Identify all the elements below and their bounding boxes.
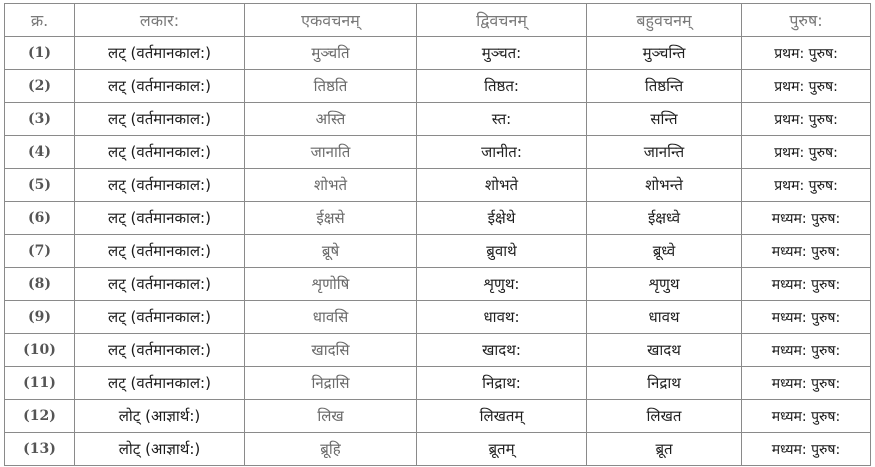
cell-singular: मुञ्चति bbox=[245, 37, 417, 70]
table-row bbox=[5, 169, 871, 202]
cell-plural: शोभन्ते bbox=[587, 169, 742, 202]
cell-singular: खादसि bbox=[245, 334, 417, 367]
cell-serial: (1) bbox=[5, 37, 75, 70]
table-row bbox=[5, 235, 871, 268]
cell-singular: शृणोषि bbox=[245, 268, 417, 301]
header-dual: द्विवचनम् bbox=[417, 4, 587, 37]
cell-dual: तिष्ठत: bbox=[417, 70, 587, 103]
cell-serial: (13) bbox=[5, 433, 75, 466]
cell-singular: धावसि bbox=[245, 301, 417, 334]
table-row bbox=[5, 433, 871, 466]
cell-serial: (4) bbox=[5, 136, 75, 169]
verb-conjugation-table bbox=[4, 3, 871, 466]
cell-singular: लिख bbox=[245, 400, 417, 433]
cell-serial: (8) bbox=[5, 268, 75, 301]
cell-plural: सन्ति bbox=[587, 103, 742, 136]
cell-person: प्रथम: पुरुष: bbox=[742, 103, 871, 136]
table-header bbox=[5, 4, 871, 37]
cell-person: मध्यम: पुरुष: bbox=[742, 334, 871, 367]
cell-plural: तिष्ठन्ति bbox=[587, 70, 742, 103]
cell-plural: शृणुथ bbox=[587, 268, 742, 301]
cell-person: प्रथम: पुरुष: bbox=[742, 37, 871, 70]
header-person: पुरुष: bbox=[742, 4, 871, 37]
cell-lakara: लट् (वर्तमानकाल:) bbox=[75, 301, 245, 334]
cell-dual: मुञ्चत: bbox=[417, 37, 587, 70]
cell-lakara: लट् (वर्तमानकाल:) bbox=[75, 169, 245, 202]
cell-lakara: लट् (वर्तमानकाल:) bbox=[75, 70, 245, 103]
table-row bbox=[5, 301, 871, 334]
cell-dual: खादथ: bbox=[417, 334, 587, 367]
cell-dual: ईक्षेथे bbox=[417, 202, 587, 235]
cell-singular: ब्रूषे bbox=[245, 235, 417, 268]
table-row bbox=[5, 367, 871, 400]
cell-lakara: लट् (वर्तमानकाल:) bbox=[75, 367, 245, 400]
cell-plural: जानन्ति bbox=[587, 136, 742, 169]
cell-singular: तिष्ठति bbox=[245, 70, 417, 103]
cell-plural: ईक्षध्वे bbox=[587, 202, 742, 235]
cell-plural: मुञ्चन्ति bbox=[587, 37, 742, 70]
cell-serial: (12) bbox=[5, 400, 75, 433]
cell-lakara: लट् (वर्तमानकाल:) bbox=[75, 103, 245, 136]
cell-lakara: लोट् (आज्ञार्थ:) bbox=[75, 433, 245, 466]
cell-serial: (5) bbox=[5, 169, 75, 202]
table-row bbox=[5, 136, 871, 169]
cell-serial: (10) bbox=[5, 334, 75, 367]
cell-singular: जानाति bbox=[245, 136, 417, 169]
cell-dual: जानीत: bbox=[417, 136, 587, 169]
cell-dual: धावथ: bbox=[417, 301, 587, 334]
cell-plural: निद्राथ bbox=[587, 367, 742, 400]
cell-lakara: लट् (वर्तमानकाल:) bbox=[75, 334, 245, 367]
cell-singular: शोभते bbox=[245, 169, 417, 202]
cell-plural: धावथ bbox=[587, 301, 742, 334]
cell-dual: ब्रूतम् bbox=[417, 433, 587, 466]
table-row bbox=[5, 103, 871, 136]
cell-plural: लिखत bbox=[587, 400, 742, 433]
cell-serial: (7) bbox=[5, 235, 75, 268]
cell-person: मध्यम: पुरुष: bbox=[742, 400, 871, 433]
cell-dual: शोभते bbox=[417, 169, 587, 202]
cell-lakara: लट् (वर्तमानकाल:) bbox=[75, 202, 245, 235]
table-row bbox=[5, 202, 871, 235]
table-row bbox=[5, 400, 871, 433]
cell-serial: (11) bbox=[5, 367, 75, 400]
cell-serial: (6) bbox=[5, 202, 75, 235]
cell-lakara: लट् (वर्तमानकाल:) bbox=[75, 136, 245, 169]
cell-dual: निद्राथ: bbox=[417, 367, 587, 400]
cell-plural: खादथ bbox=[587, 334, 742, 367]
cell-person: प्रथम: पुरुष: bbox=[742, 70, 871, 103]
cell-person: मध्यम: पुरुष: bbox=[742, 268, 871, 301]
table-row bbox=[5, 70, 871, 103]
cell-lakara: लट् (वर्तमानकाल:) bbox=[75, 268, 245, 301]
table-row bbox=[5, 334, 871, 367]
header-singular: एकवचनम् bbox=[245, 4, 417, 37]
table-row bbox=[5, 268, 871, 301]
cell-plural: ब्रूध्वे bbox=[587, 235, 742, 268]
cell-singular: ईक्षसे bbox=[245, 202, 417, 235]
header-row bbox=[5, 4, 871, 37]
cell-singular: निद्रासि bbox=[245, 367, 417, 400]
cell-lakara: लट् (वर्तमानकाल:) bbox=[75, 235, 245, 268]
table-row bbox=[5, 37, 871, 70]
cell-plural: ब्रूत bbox=[587, 433, 742, 466]
cell-singular: अस्ति bbox=[245, 103, 417, 136]
cell-dual: शृणुथ: bbox=[417, 268, 587, 301]
cell-lakara: लोट् (आज्ञार्थ:) bbox=[75, 400, 245, 433]
cell-person: प्रथम: पुरुष: bbox=[742, 169, 871, 202]
cell-dual: लिखतम् bbox=[417, 400, 587, 433]
cell-person: मध्यम: पुरुष: bbox=[742, 301, 871, 334]
cell-serial: (3) bbox=[5, 103, 75, 136]
table-body bbox=[5, 37, 871, 466]
header-serial: क्र. bbox=[5, 4, 75, 37]
cell-person: मध्यम: पुरुष: bbox=[742, 235, 871, 268]
cell-singular: ब्रूहि bbox=[245, 433, 417, 466]
cell-person: मध्यम: पुरुष: bbox=[742, 367, 871, 400]
header-lakara: लकार: bbox=[75, 4, 245, 37]
cell-serial: (2) bbox=[5, 70, 75, 103]
cell-dual: स्त: bbox=[417, 103, 587, 136]
cell-person: मध्यम: पुरुष: bbox=[742, 433, 871, 466]
cell-lakara: लट् (वर्तमानकाल:) bbox=[75, 37, 245, 70]
cell-person: प्रथम: पुरुष: bbox=[742, 136, 871, 169]
cell-serial: (9) bbox=[5, 301, 75, 334]
header-plural: बहुवचनम् bbox=[587, 4, 742, 37]
cell-dual: ब्रुवाथे bbox=[417, 235, 587, 268]
cell-person: मध्यम: पुरुष: bbox=[742, 202, 871, 235]
